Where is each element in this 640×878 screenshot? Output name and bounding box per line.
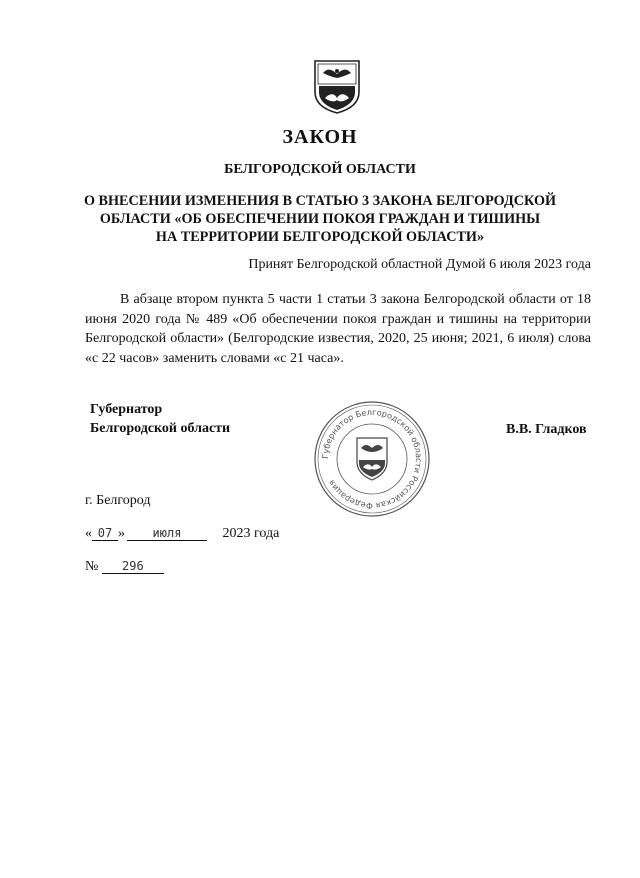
number-value: 296 — [102, 559, 164, 574]
seal-text: Губернатор Белгородской области Российская Федерация — [319, 406, 425, 512]
date-day: 07 — [92, 526, 118, 541]
position-line: Белгородской области — [90, 421, 231, 436]
signing-date — [85, 526, 279, 542]
svg-text:Губернатор Белгородской област — [320, 407, 424, 511]
number-label: № — [85, 559, 99, 574]
signatory-position — [90, 400, 230, 438]
law-number — [85, 559, 164, 575]
position-line: Губернатор — [90, 402, 163, 417]
subtitle-line: О ВНЕСЕНИИ ИЗМЕНЕНИЯ В СТАТЬЮ 3 ЗАКОНА БЕЛГОРОДСКОЙ — [83, 193, 557, 209]
law-body-text: В абзаце втором пункта 5 части 1 статьи 3 закона Белгородской области от 18 июня 2020 года № 489 «Об обеспечении покоя граждан и тишины на территории Белгородской области» (Белгородские известия, 2020, 25 июня; 2021, 6 июля) слова «с 22 часов» заменить словами «с 21 часа». — [85, 292, 591, 366]
date-year: 2023 года — [222, 526, 280, 541]
signing-city: г. Белгород — [85, 493, 151, 508]
official-seal-icon — [313, 400, 431, 518]
signatory-name: В.В. Гладков — [506, 422, 587, 437]
quote-open: « — [85, 526, 92, 541]
subtitle-line: ОБЛАСТИ «ОБ ОБЕСПЕЧЕНИИ ПОКОЯ ГРАЖДАН И ТИШИНЫ — [99, 211, 541, 227]
date-month: июля — [127, 526, 207, 541]
document-region: БЕЛГОРОДСКОЙ ОБЛАСТИ — [224, 162, 416, 177]
subtitle-line: НА ТЕРРИТОРИИ БЕЛГОРОДСКОЙ ОБЛАСТИ» — [155, 229, 485, 245]
coat-of-arms-icon — [311, 58, 363, 114]
quote-close: » — [118, 526, 125, 541]
document-title: ЗАКОН — [282, 126, 358, 148]
document-subtitle — [0, 192, 640, 246]
adoption-note: Принят Белгородской областной Думой 6 июля 2023 года — [248, 257, 591, 272]
